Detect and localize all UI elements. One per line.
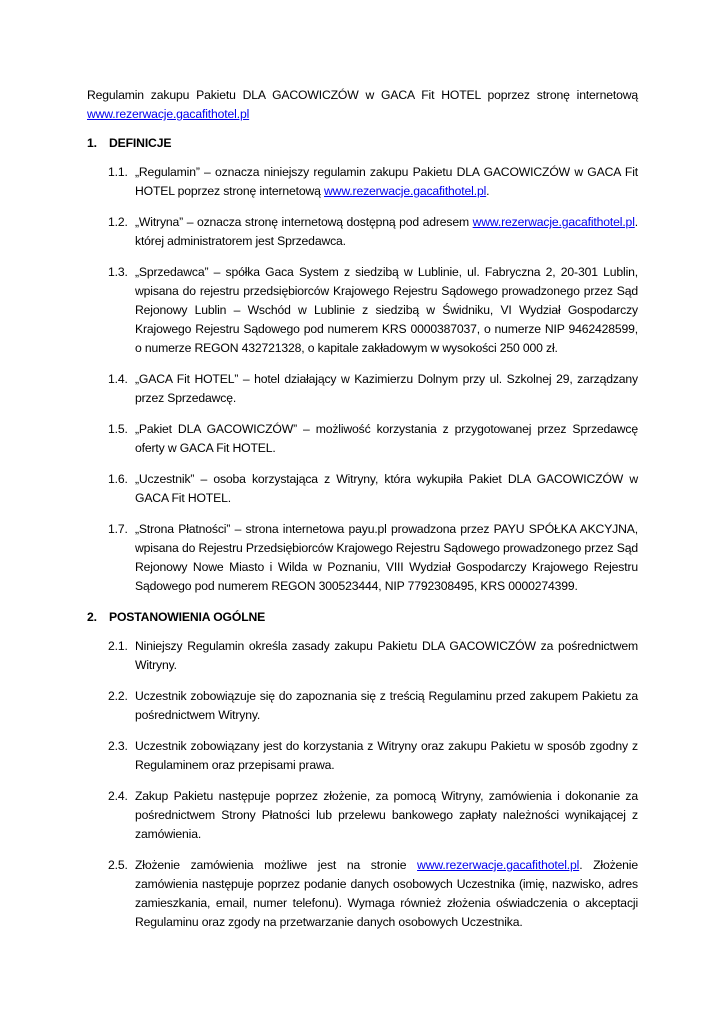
list-item bbox=[108, 687, 638, 725]
list-item bbox=[108, 737, 638, 775]
item-number: 1.6. bbox=[108, 472, 128, 486]
list-item bbox=[108, 163, 638, 201]
text: Złożenie zamówienia możliwe jest na stronie bbox=[135, 858, 418, 872]
item-text bbox=[135, 856, 638, 932]
item-text: Niniejszy Regulamin określa zasady zakupu Pakietu DLA GACOWICZÓW za pośrednictwem Witryny. bbox=[135, 639, 638, 672]
item-number: 2.1. bbox=[108, 639, 128, 653]
list-item bbox=[108, 213, 638, 251]
list-item bbox=[108, 470, 638, 508]
item-text bbox=[135, 213, 638, 251]
list-item bbox=[108, 637, 638, 675]
list-item bbox=[108, 263, 638, 358]
text: . bbox=[486, 184, 490, 198]
item-text: Zakup Pakietu następuje poprzez złożenie, za pomocą Witryny, zamówienia i dokonanie za pośrednictwem Strony Płatności lub przelewu bankowego zapłaty należności wynikającej z zamówienia. bbox=[135, 789, 638, 841]
item-number: 2.2. bbox=[108, 689, 128, 703]
item-number: 1.4. bbox=[108, 372, 128, 386]
item-text: „Strona Płatności” – strona internetowa payu.pl prowadzona przez PAYU SPÓŁKA AKCYJNA, wpisana do Rejestru Przedsiębiorców Krajowego Rejestru Sądowego prowadzonego przez Sąd Rejonowy Nowe Miasto i Wilda w Poznaniu, VIII Wydział Gospodarczy Krajowego Rejestru Sądowego pod numerem REGON 300523444, NIP 7792308495, KRS 0000274399. bbox=[135, 522, 638, 593]
list-item bbox=[108, 787, 638, 844]
website-link[interactable]: www.rezerwacje.gacafithotel.pl bbox=[417, 858, 580, 872]
item-number: 1.5. bbox=[108, 422, 128, 436]
document-title bbox=[87, 86, 638, 124]
list-item bbox=[108, 856, 638, 932]
section-heading-postanowienia bbox=[87, 608, 638, 627]
document-page bbox=[87, 86, 638, 944]
item-text: „Pakiet DLA GACOWICZÓW” – możliwość korzystania z przygotowanej przez Sprzedawcę oferty w GACA Fit HOTEL. bbox=[135, 422, 638, 455]
item-number: 2.5. bbox=[108, 858, 128, 872]
item-text: Uczestnik zobowiązany jest do korzystania z Witryny oraz zakupu Pakietu w sposób zgodny z Regulaminem oraz przepisami prawa. bbox=[135, 739, 638, 772]
item-text: „Sprzedawca” – spółka Gaca System z siedzibą w Lublinie, ul. Fabryczna 2, 20-301 Lublin, wpisana do rejestru przedsiębiorców Krajowego Rejestru Sądowego prowadzonego przez Sąd Rejonowy Lublin – Wschód w Lublinie z siedzibą w Świdniku, VI Wydział Gospodarczy Krajowego Rejestru Sądowego pod numerem KRS 0000387037, o numerze NIP 9462428599, o numerze REGON 432721328, o kapitale zakładowym w wysokości 250 000 zł. bbox=[135, 265, 638, 355]
website-link[interactable]: www.rezerwacje.gacafithotel.pl bbox=[87, 107, 250, 121]
section-number: 1. bbox=[87, 136, 97, 150]
website-link[interactable]: www.rezerwacje.gacafithotel.pl bbox=[324, 184, 487, 198]
text: „Regulamin” – oznacza niniejszy regulamin zakupu Pakietu DLA GACOWICZÓW w GACA Fit HOTEL poprzez stronę internetową bbox=[135, 165, 638, 198]
item-text: „Uczestnik” – osoba korzystająca z Witryny, która wykupiła Pakiet DLA GACOWICZÓW w GACA Fit HOTEL. bbox=[135, 472, 638, 505]
section-title: DEFINICJE bbox=[109, 136, 172, 150]
item-number: 1.1. bbox=[108, 165, 128, 179]
item-number: 1.3. bbox=[108, 265, 128, 279]
item-number: 2.4. bbox=[108, 789, 128, 803]
text: . Złożenie zamówienia następuje poprzez podanie danych osobowych Uczestnika (imię, nazwisko, adres zamieszkania, email, numer telefonu). Wymaga również złożenia oświadczenia o akceptacji Regulaminu oraz zgody na przetwarzanie danych osobowych Uczestnika. bbox=[135, 858, 638, 929]
text: „Witryna” – oznacza stronę internetową dostępną pod adresem bbox=[135, 215, 473, 229]
section-title: POSTANOWIENIA OGÓLNE bbox=[109, 610, 266, 624]
section-heading-definicje bbox=[87, 134, 638, 153]
list-item bbox=[108, 370, 638, 408]
title-text: Regulamin zakupu Pakietu DLA GACOWICZÓW w GACA Fit HOTEL poprzez stronę internetową bbox=[87, 88, 638, 102]
section-number: 2. bbox=[87, 610, 97, 624]
item-text: Uczestnik zobowiązuje się do zapoznania się z treścią Regulaminu przed zakupem Pakietu za pośrednictwem Witryny. bbox=[135, 689, 638, 722]
item-number: 1.2. bbox=[108, 215, 128, 229]
item-number: 2.3. bbox=[108, 739, 128, 753]
item-text: „GACA Fit HOTEL” – hotel działający w Kazimierzu Dolnym przy ul. Szkolnej 29, zarządzany przez Sprzedawcę. bbox=[135, 372, 638, 405]
item-text bbox=[135, 163, 638, 201]
item-number: 1.7. bbox=[108, 522, 128, 536]
website-link[interactable]: www.rezerwacje.gacafithotel.pl bbox=[472, 215, 635, 229]
list-item bbox=[108, 420, 638, 458]
list-item bbox=[108, 520, 638, 596]
text: . której administratorem jest Sprzedawca. bbox=[135, 215, 638, 248]
